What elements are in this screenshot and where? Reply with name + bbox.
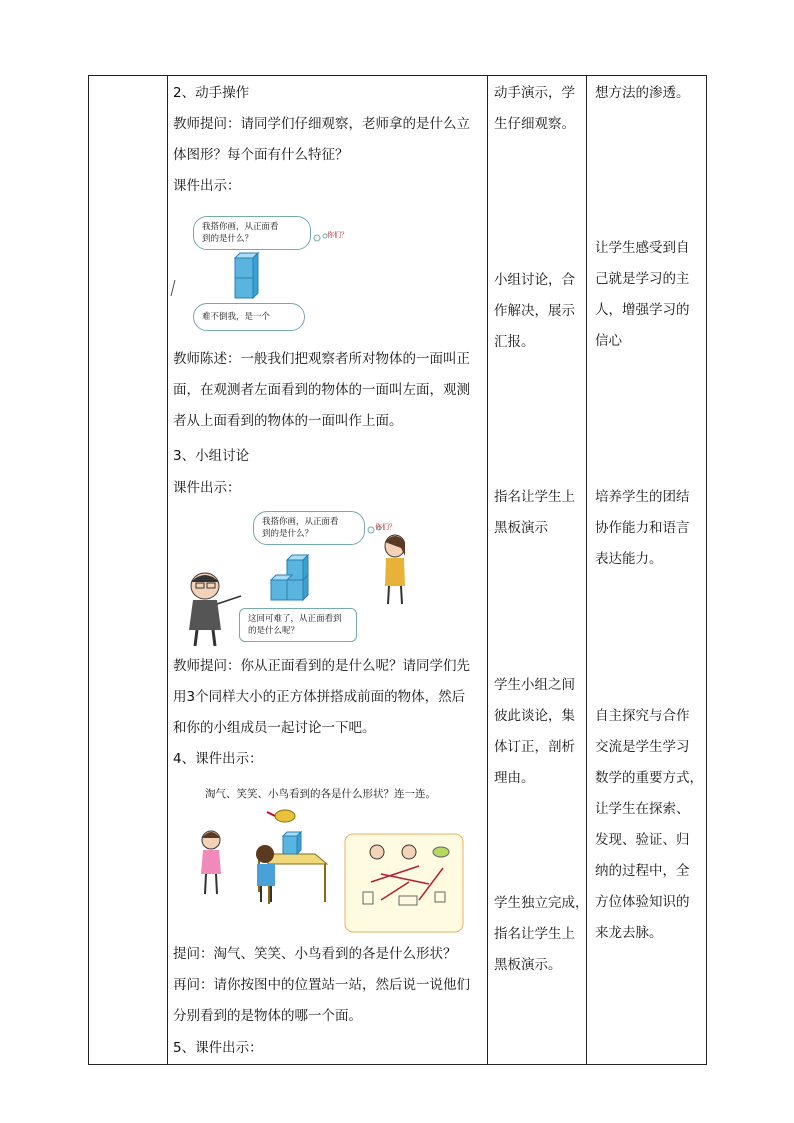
girl-figure-icon	[385, 535, 405, 604]
lesson-table	[88, 75, 707, 1065]
text-line: 作解决，展示	[494, 303, 575, 319]
process-cell	[167, 76, 487, 1064]
bird-icon	[267, 810, 295, 822]
text-line: 生仔细观察。	[494, 116, 575, 132]
student-block-2	[494, 265, 586, 358]
student-block-3	[494, 482, 586, 544]
text-line: 协作能力和语言	[595, 520, 690, 536]
bubble-text: 到的是什么？	[262, 529, 314, 539]
student-block-1	[494, 78, 586, 140]
bubble-text: 到的是什么？	[202, 234, 254, 244]
bubble-text: 这回可难了，从正面看到	[248, 614, 342, 624]
text-line: 和你的小组成员一起讨论一下吧。	[173, 720, 376, 736]
section-4-title: 4、课件出示：	[173, 751, 263, 767]
text-line: 理由。	[494, 770, 535, 786]
figure-caption: 淘气、笑笑、小鸟看到的各是什么形状？连一连。	[205, 788, 436, 800]
text-line: 黑板演示。	[494, 957, 562, 973]
text-line: 学生独立完成，	[494, 895, 589, 911]
text-line: 指名让学生上	[494, 926, 575, 942]
intent-block-1	[595, 78, 703, 109]
student-activity-cell	[487, 76, 589, 1064]
text-line: 汇报。	[494, 334, 535, 350]
text-line: 己就是学习的主	[595, 271, 690, 287]
figure-3	[187, 784, 477, 934]
text-line: 人，增强学习的	[595, 302, 690, 318]
intent-block-3	[595, 482, 703, 575]
text-line: 动手演示，学	[494, 85, 575, 101]
text-line: 信心	[595, 333, 622, 349]
exclaim-text: 你们？	[327, 231, 348, 239]
text-line: 发现、验证、归	[595, 832, 690, 848]
answer-panel	[345, 834, 463, 932]
text-line: 小组讨论，合	[494, 272, 575, 288]
text-line: 让学生在探索、	[595, 801, 690, 817]
text-line: 体图形？每个面有什么特征？	[173, 147, 349, 163]
text-line: 纳的过程中，全	[595, 863, 690, 879]
text-line: 分别看到的是物体的哪一个面。	[173, 1008, 362, 1024]
text-line: 再问：请你按图中的位置站一站，然后说一说他们	[173, 977, 470, 993]
text-line: 培养学生的团结	[595, 489, 690, 505]
stacked-cubes-icon	[271, 555, 308, 600]
speech-bubble-bottom	[193, 303, 305, 331]
figure-1	[167, 208, 347, 338]
text-line: 学生小组之间	[494, 677, 575, 693]
text-line: 提问：淘气、笑笑、小鸟看到的各是什么形状？	[173, 946, 457, 962]
bubble-text: 我搭你画，从正面看	[262, 517, 339, 527]
text-line: 让学生感受到自	[595, 240, 690, 256]
exclaim-text: 你们？	[375, 523, 396, 531]
text-line: 教师提问：请同学们仔细观察，老师拿的是什么立	[173, 116, 470, 132]
text-line: 用3个同样大小的正方体拼搭成前面的物体，然后	[173, 689, 466, 705]
teacher-figure-icon	[189, 573, 241, 646]
stage-cell	[89, 76, 167, 1064]
stacked-cubes-icon	[235, 253, 258, 298]
text-line: 交流是学生学习	[595, 739, 690, 755]
text-line: 教师提问：你从正面看到的是什么呢？请同学们先	[173, 658, 470, 674]
text-line: 数学的重要方式，	[595, 770, 703, 786]
text-line: 黑板演示	[494, 520, 548, 536]
text-line: 体订正，剖析	[494, 739, 575, 755]
bubble-text: 难不倒我，是一个	[202, 312, 271, 322]
design-intent-cell	[586, 76, 708, 1064]
section-3-title: 3、小组讨论	[173, 448, 250, 464]
girl-figure-icon	[201, 831, 221, 894]
text-line: 想方法的渗透。	[595, 85, 690, 101]
text-line: 来龙去脉。	[595, 925, 663, 941]
speech-bubble-bottom	[239, 608, 357, 642]
text-line: 课件出示：	[173, 480, 241, 496]
section-5-title: 5、课件出示：	[173, 1040, 263, 1056]
text-line: 面，在观测者左面看到的物体的一面叫左面，观测	[173, 382, 470, 398]
text-line: 方位体验知识的	[595, 894, 690, 910]
text-line: 表达能力。	[595, 551, 663, 567]
bubble-text: 的是什么呢？	[248, 626, 300, 636]
figure-2	[175, 508, 405, 648]
bubble-text: 我搭你画，从正面看	[202, 222, 279, 232]
section-2-title: 2、动手操作	[173, 85, 250, 101]
text-line: 指名让学生上	[494, 489, 575, 505]
intent-block-2	[595, 233, 703, 357]
student-block-5	[494, 888, 589, 981]
text-line: 教师陈述：一般我们把观察者所对物体的一面叫正	[173, 351, 470, 367]
text-line: 者从上面看到的物体的一面叫作上面。	[173, 413, 403, 429]
text-line: 课件出示：	[173, 178, 241, 194]
boy-figure-icon	[256, 845, 275, 902]
intent-block-4	[595, 701, 703, 949]
text-line: 自主探究与合作	[595, 708, 690, 724]
student-block-4	[494, 670, 586, 794]
text-line: 彼此谈论，集	[494, 708, 575, 724]
figure-3-drawing	[187, 804, 477, 934]
